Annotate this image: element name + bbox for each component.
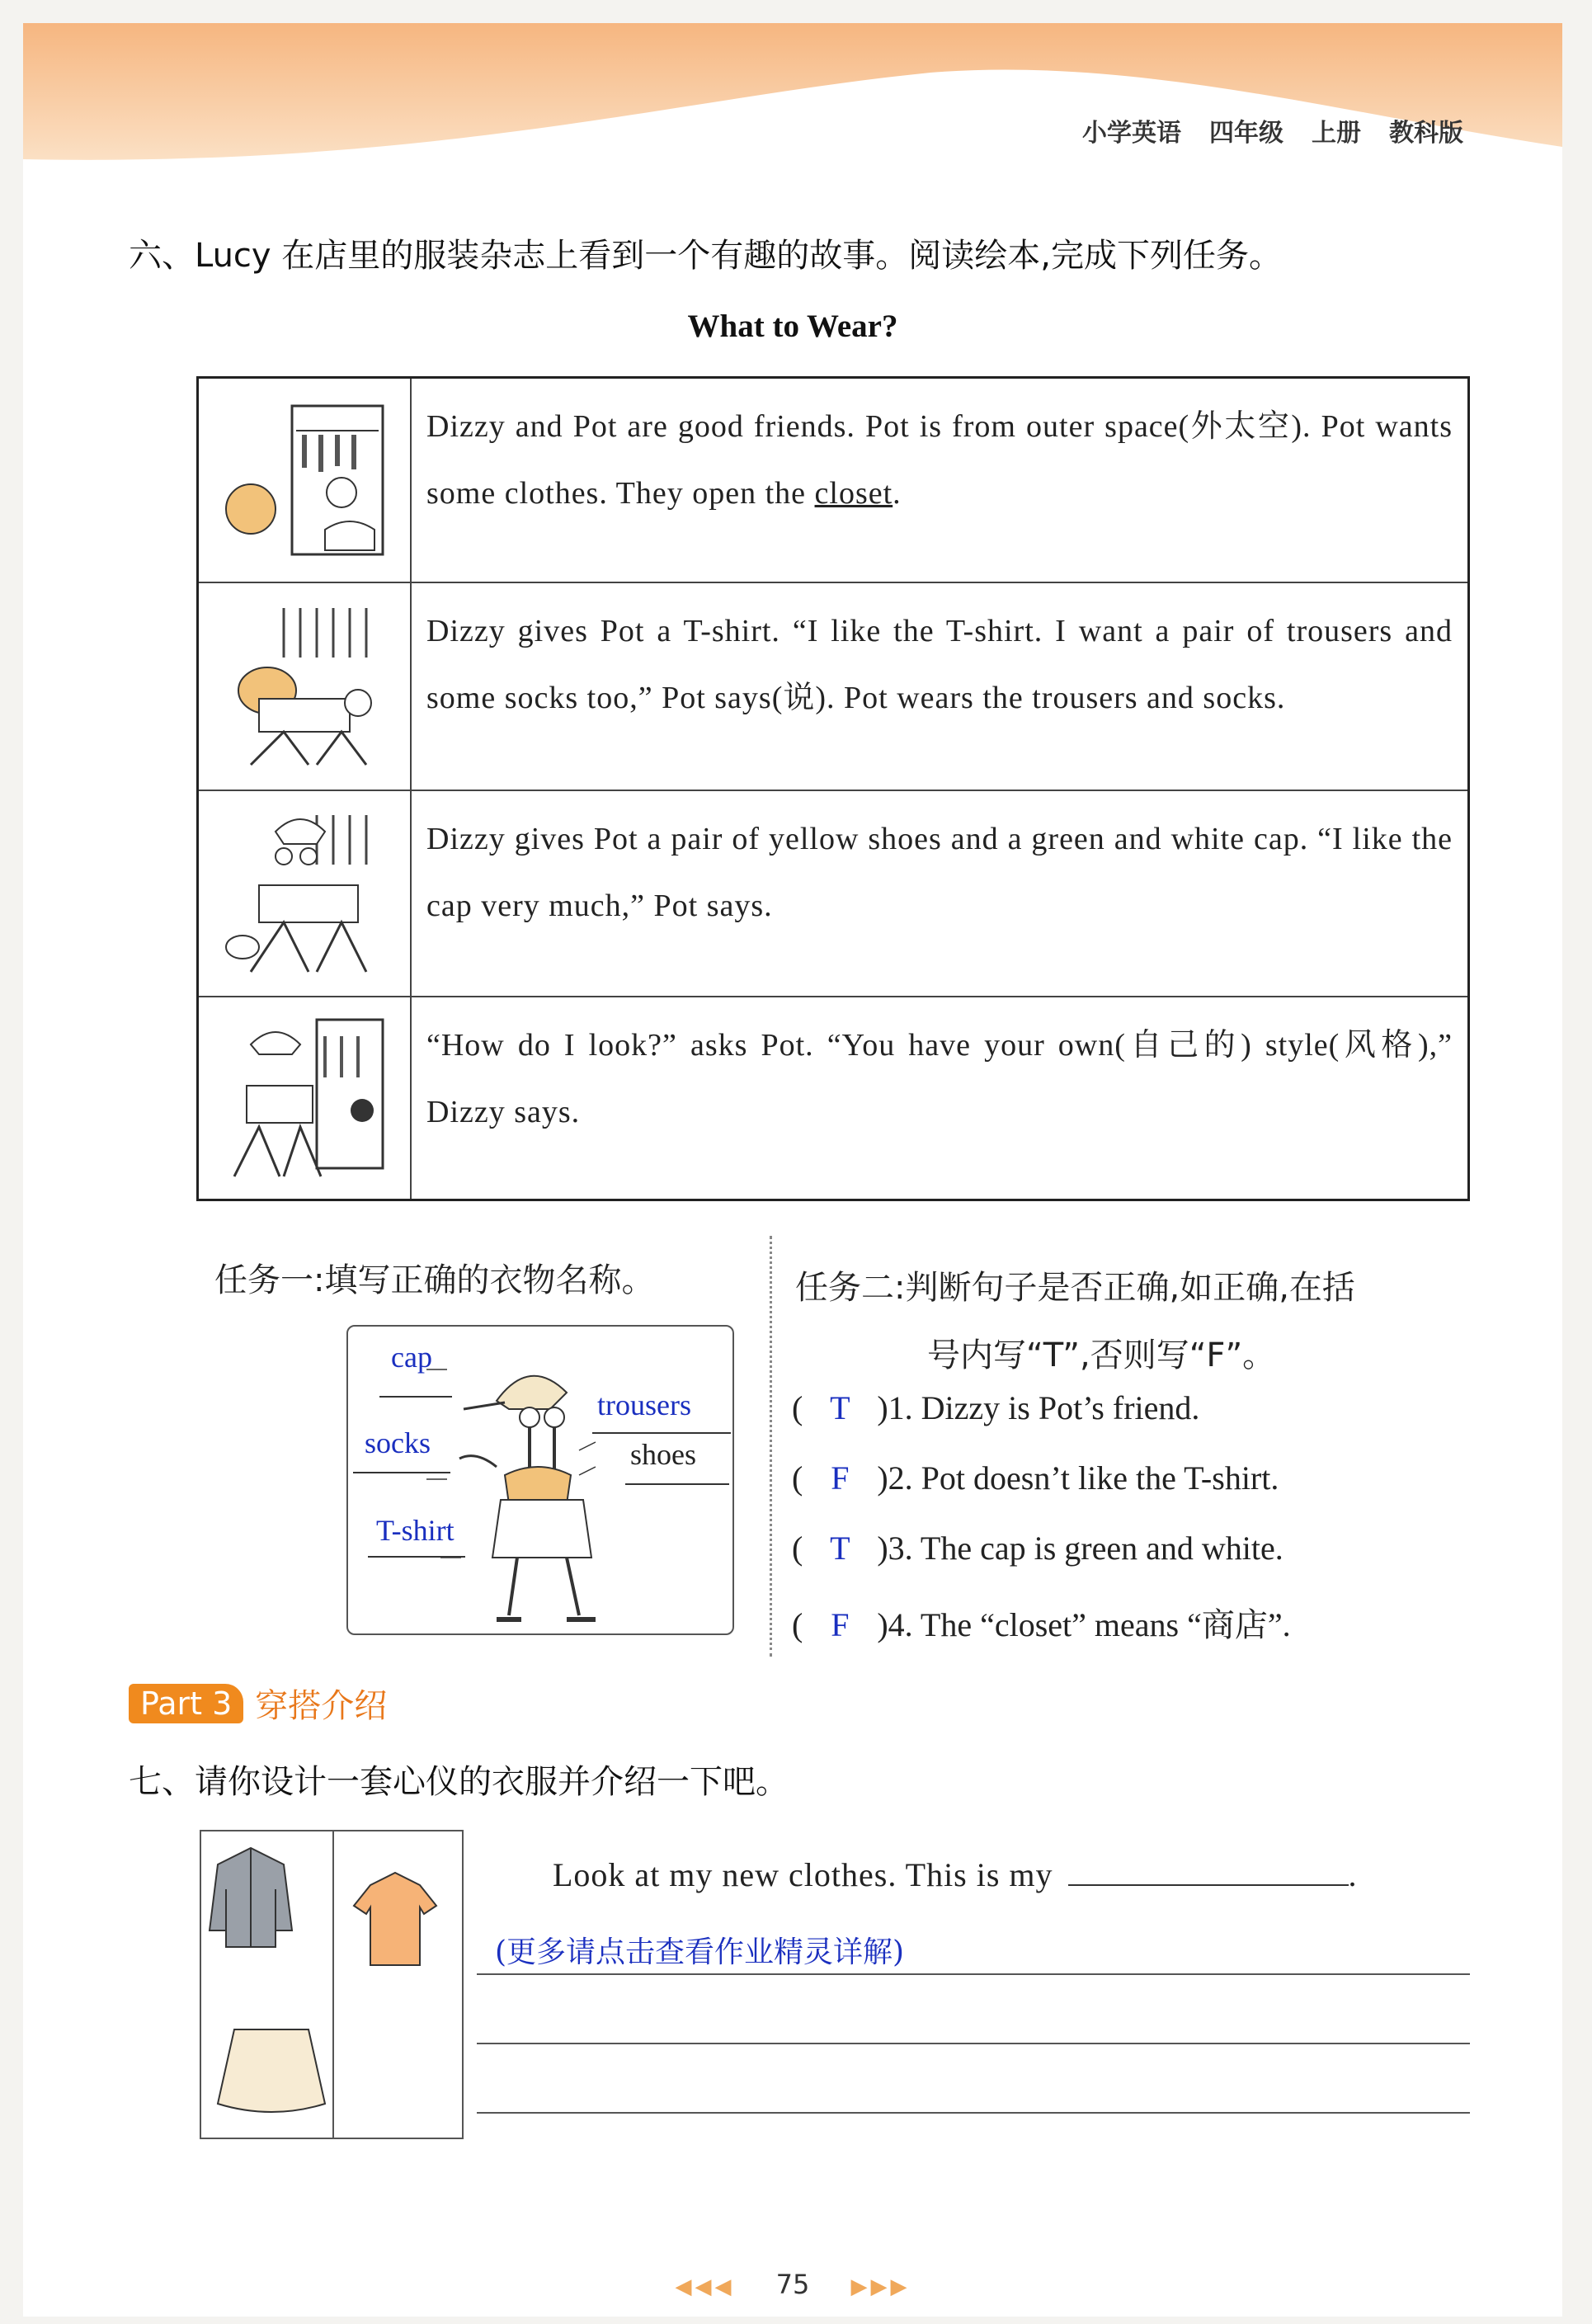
writing-line[interactable] [477, 2112, 1470, 2114]
label-underline [379, 1396, 452, 1398]
header-info [1082, 112, 1463, 148]
answer-mark: F [831, 1459, 850, 1497]
clothes-illustration-box [200, 1830, 464, 2139]
answer-blank[interactable] [1068, 1853, 1349, 1886]
label-underline [368, 1556, 465, 1558]
page-number: 75 [775, 2269, 810, 2300]
label-cap: cap [391, 1341, 432, 1374]
label-underline [592, 1432, 731, 1434]
true-false-item [792, 1529, 1283, 1567]
prompt-period: . [1348, 1856, 1358, 1893]
story-illustration-closet [199, 379, 412, 582]
answer-mark: F [831, 1606, 850, 1643]
story-row [199, 997, 1467, 1199]
open-paren: ( [792, 1606, 803, 1643]
task1-labeling-box [346, 1325, 734, 1635]
story-illustration-cap [199, 791, 412, 996]
label-underline [625, 1483, 729, 1485]
story-paragraph-4 [412, 997, 1467, 1199]
prompt-sentence: Look at my new clothes. This is my [553, 1856, 1053, 1893]
open-paren: ( [792, 1459, 803, 1497]
story-title: What to Wear? [687, 309, 898, 344]
paragraph-text: Dizzy and Pot are good friends. Pot is from outer space(外太空). Pot wants some clothes. They open the [426, 409, 1453, 511]
story-illustration-style [199, 997, 412, 1199]
header-wave [23, 23, 1562, 172]
header-subject: 小学英语 [1082, 119, 1181, 148]
label-socks: socks [365, 1426, 431, 1459]
task2-title-line2: 号内写“T”,否则写“F”。 [927, 1336, 1276, 1374]
true-false-item [792, 1459, 1279, 1497]
answer-mark: T [830, 1530, 850, 1567]
paragraph-text: Dizzy gives Pot a T-shirt. “I like the T-shirt. I want a pair of trousers and some socks too,” Pot says(说). Pot wears the trousers and socks. [426, 614, 1453, 715]
workbook-page [23, 23, 1562, 2317]
part3-badge: Part 3 [129, 1684, 243, 1723]
task2-title-line1: 任务二:判断句子是否正确,如正确,在括 [795, 1269, 1355, 1307]
label-shoes: shoes [630, 1438, 696, 1471]
label-trousers: trousers [597, 1388, 691, 1421]
clothes-illustrations [201, 1831, 462, 2138]
prev-arrows-icon: ◀◀◀ [675, 2275, 735, 2299]
task1-title: 任务一:填写正确的衣物名称。 [214, 1261, 655, 1299]
hint-link[interactable]: (更多请点击查看作业精灵详解) [495, 1935, 905, 1969]
statement-text: )4. The “closet” means “商店”. [877, 1606, 1291, 1643]
story-row [199, 379, 1467, 583]
writing-prompt [553, 1853, 1358, 1894]
paragraph-text: Dizzy gives Pot a pair of yellow shoes and a green and white cap. “I like the cap very much,” Pot says. [426, 822, 1453, 923]
story-table [196, 376, 1470, 1201]
writing-line[interactable] [477, 2043, 1470, 2044]
underlined-word-closet: closet [814, 476, 893, 511]
part3-label: 穿搭介绍 [255, 1687, 388, 1725]
story-paragraph-3 [412, 791, 1467, 996]
task-divider [770, 1236, 772, 1657]
header-grade: 四年级 [1209, 119, 1283, 148]
section6-title: 六、Lucy 在店里的服装杂志上看到一个有趣的故事。阅读绘本,完成下列任务。 [129, 237, 1283, 275]
statement-text: )2. Pot doesn’t like the T-shirt. [877, 1459, 1279, 1497]
true-false-item [792, 1599, 1291, 1646]
story-row [199, 791, 1467, 997]
header-volume: 上册 [1312, 119, 1361, 148]
statement-text: )3. The cap is green and white. [877, 1530, 1283, 1567]
story-paragraph-1 [412, 379, 1467, 582]
story-paragraph-2 [412, 583, 1467, 790]
true-false-item [792, 1388, 1199, 1427]
label-tshirt: T-shirt [376, 1514, 455, 1547]
story-illustration-tshirt [199, 583, 412, 790]
task2-title [795, 1254, 1355, 1389]
header-band [23, 23, 1562, 172]
story-row [199, 583, 1467, 791]
label-underline [353, 1472, 450, 1473]
next-arrows-icon: ▶▶▶ [850, 2275, 911, 2299]
part3-heading [129, 1680, 387, 1727]
open-paren: ( [792, 1389, 803, 1426]
writing-line[interactable] [477, 1973, 1470, 1975]
open-paren: ( [792, 1530, 803, 1567]
header-edition: 教科版 [1389, 119, 1463, 148]
page-footer [23, 2269, 1562, 2300]
statement-text: )1. Dizzy is Pot’s friend. [877, 1389, 1200, 1426]
paragraph-text: “How do I look?” asks Pot. “You have your own(自己的) style(风格),” Dizzy says. [426, 1028, 1453, 1129]
answer-mark: T [830, 1389, 850, 1426]
section7-title: 七、请你设计一套心仪的衣服并介绍一下吧。 [129, 1763, 789, 1801]
paragraph-text-end: . [893, 476, 902, 511]
